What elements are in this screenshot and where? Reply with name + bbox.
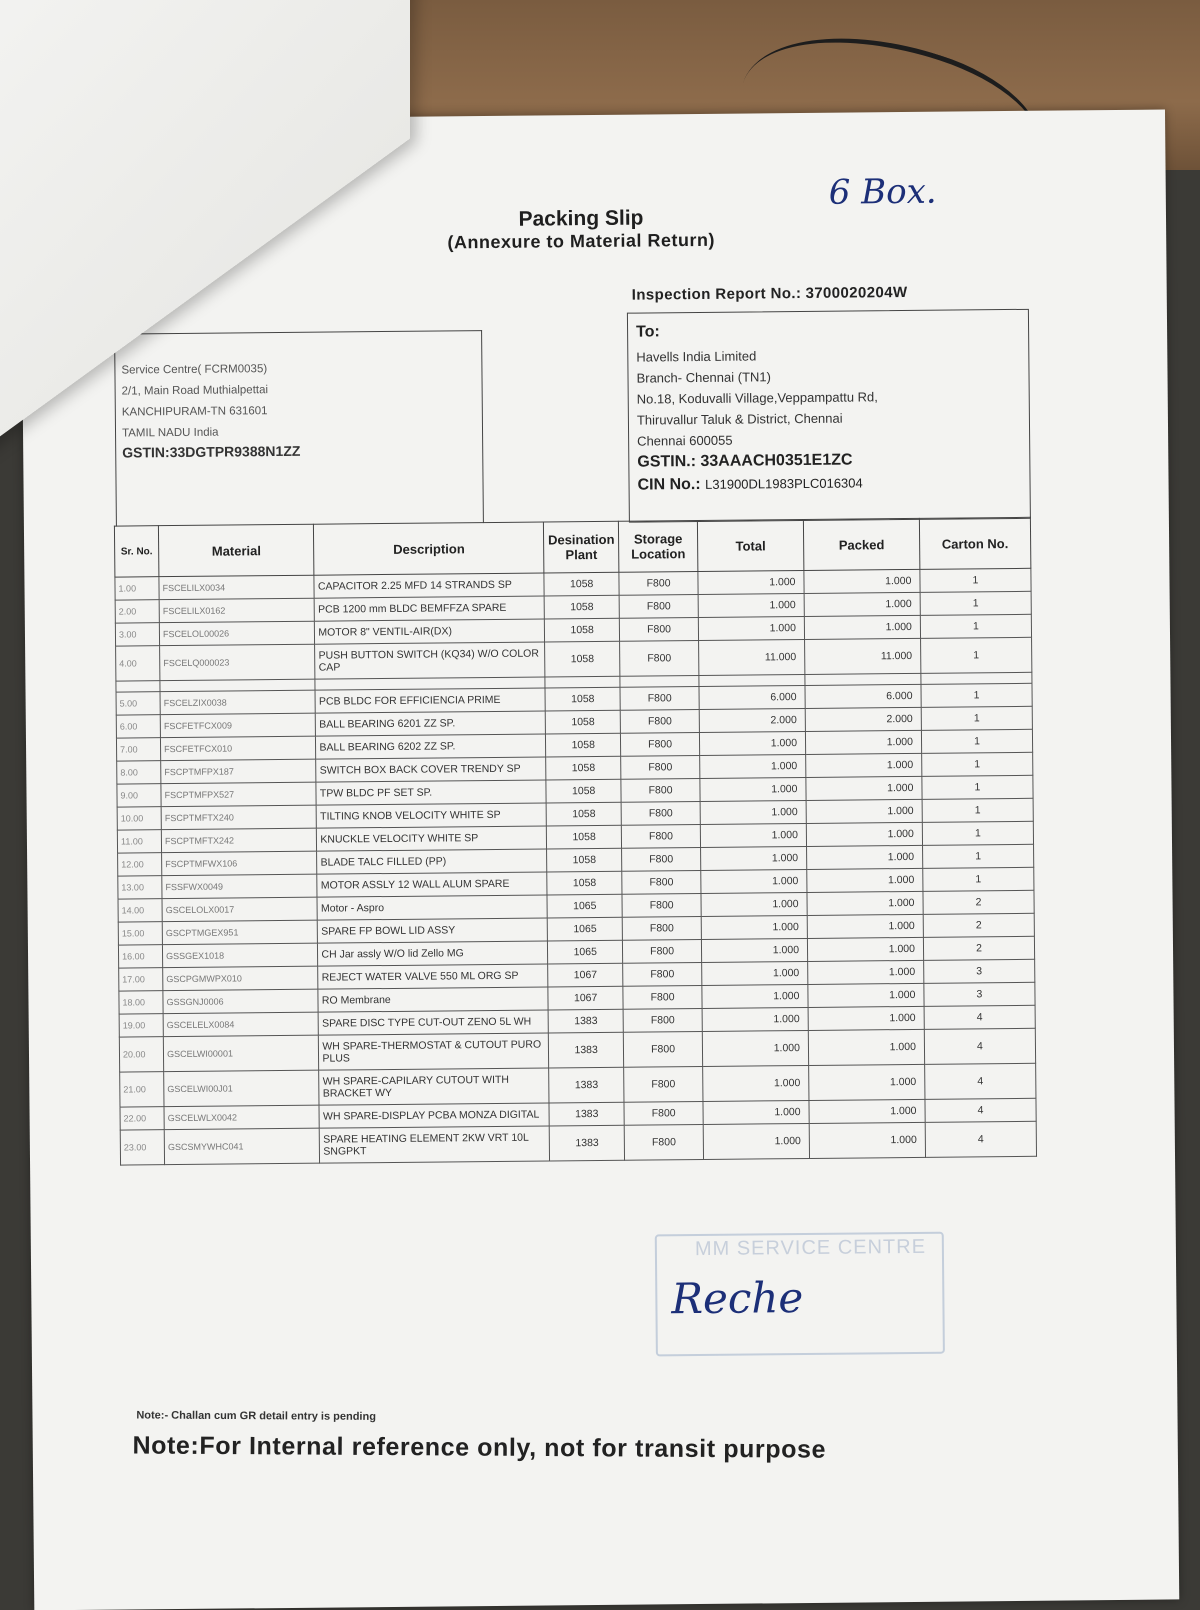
cell-total: 1.000	[700, 800, 806, 824]
cell-packed: 1.000	[805, 730, 921, 754]
document-subtitle: (Annexure to Material Return)	[447, 229, 716, 253]
cell-storage-location: F800	[621, 733, 700, 757]
cell-sr-no: 8.00	[117, 761, 161, 784]
from-line-1: Service Centre( FCRM0035)	[121, 363, 268, 377]
to-cin-label: CIN No.:	[637, 475, 701, 494]
cell-storage-location: F800	[624, 1101, 703, 1125]
cell-material: FSCPTMFTX242	[161, 828, 317, 852]
cell-plant: 1067	[548, 986, 623, 1010]
cell-sr-no: 3.00	[115, 623, 159, 646]
cell-total: 6.000	[699, 685, 805, 709]
header-material: Material	[158, 524, 314, 576]
header-packed: Packed	[803, 518, 919, 570]
cell-description: PCB 1200 mm BLDC BEMFFZA SPARE	[315, 596, 545, 621]
cell-material: FSSFWX0049	[162, 874, 318, 898]
cell-sr-no: 19.00	[119, 1014, 163, 1037]
description-line-1: PUSH BUTTON SWITCH (KQ34) W/O COLOR	[318, 647, 539, 662]
cell-storage-location: F800	[624, 1124, 703, 1160]
cell-packed: 1.000	[809, 1099, 925, 1123]
cell-sr-no: 23.00	[120, 1130, 164, 1165]
cell-sr-no: 15.00	[118, 922, 162, 945]
cell-storage-location: F800	[619, 595, 698, 619]
cell-material: GSSGNJ0006	[163, 989, 319, 1013]
cell-description: CAPACITOR 2.25 MFD 14 STRANDS SP	[314, 573, 544, 598]
cell-total: 1.000	[701, 869, 807, 893]
cell-description: KNUCKLE VELOCITY WHITE SP	[317, 826, 547, 851]
cell-material: FSCFETFCX009	[160, 713, 316, 737]
cell-packed: 1.000	[808, 960, 924, 984]
to-cin	[637, 474, 862, 494]
cell-storage-location: F800	[622, 847, 701, 871]
cell-material: GSCELELX0084	[163, 1012, 319, 1036]
cell-sr-no: 9.00	[117, 784, 161, 807]
cell-total: 1.000	[702, 961, 808, 985]
header-sr-no: Sr. No.	[114, 526, 159, 577]
cell-total: 1.000	[702, 1007, 808, 1031]
cell-sr-no: 5.00	[116, 692, 160, 715]
inspection-report	[632, 284, 908, 304]
cell-packed: 1.000	[804, 569, 920, 593]
cell-packed: 1.000	[804, 592, 920, 616]
cell-carton-no: 1	[921, 706, 1032, 730]
cell-plant: 1058	[546, 756, 621, 780]
cell-packed: 1.000	[806, 799, 922, 823]
cell-description: SWITCH BOX BACK COVER TRENDY SP	[316, 757, 546, 782]
cell-carton-no: 3	[924, 982, 1035, 1006]
cell-carton-no: 1	[922, 844, 1033, 868]
cell-total: 1.000	[702, 984, 808, 1008]
cell-material: FSCELOL00026	[159, 621, 315, 645]
cell-packed: 1.000	[807, 845, 923, 869]
cell-packed: 1.000	[807, 868, 923, 892]
description-line-2: SNGPKT	[323, 1145, 367, 1158]
cell-plant: 1067	[548, 963, 623, 987]
cell-sr-no: 14.00	[118, 899, 162, 922]
cell-carton-no: 1	[920, 568, 1031, 592]
cell-material: FSCPTMFWX106	[162, 851, 318, 875]
cell-packed: 1.000	[806, 822, 922, 846]
header-plant-line2: Plant	[565, 546, 598, 563]
description-line-1: WH SPARE-THERMOSTAT & CUTOUT PURO	[322, 1038, 542, 1053]
cell-storage-location: F800	[619, 618, 698, 642]
cell-sr-no: 1.00	[115, 577, 159, 600]
cell-total: 1.000	[701, 915, 807, 939]
cell-carton-no: 4	[925, 1063, 1036, 1099]
cell-storage-location: F800	[619, 572, 698, 596]
cell-carton-no: 1	[921, 683, 1032, 707]
cell-carton-no: 2	[923, 936, 1034, 960]
cell-material: GSCPTMGEX951	[162, 920, 318, 944]
cell-material: GSSGEX1018	[163, 943, 319, 967]
stamp-text: MM SERVICE CENTRE	[694, 1235, 927, 1261]
cell-material: GSCELOLX0017	[162, 897, 318, 921]
cell-material: FSCELILX0034	[159, 575, 315, 599]
cell-sr-no: 13.00	[118, 876, 162, 899]
cell-description: CH Jar assly W/O lid Zello MG	[318, 941, 548, 966]
cell-carton-no: 2	[923, 913, 1034, 937]
cell-carton-no: 1	[922, 798, 1033, 822]
pending-note: Note:- Challan cum GR detail entry is pending	[136, 1409, 376, 1423]
cell-plant: 1065	[547, 894, 622, 918]
cell-description: PCB BLDC FOR EFFICIENCIA PRIME	[315, 688, 545, 713]
cell-plant: 1065	[548, 940, 623, 964]
cell-material: FSCPTMFTX240	[161, 805, 317, 829]
cell-carton-no: 1	[922, 821, 1033, 845]
cell-sr-no: 22.00	[120, 1107, 164, 1130]
cell-plant: 1058	[545, 710, 620, 734]
spacer-cell	[116, 681, 160, 692]
cell-material: GSCSMYWHC041	[164, 1128, 320, 1164]
cell-carton-no: 1	[920, 614, 1031, 638]
cell-carton-no: 1	[922, 775, 1033, 799]
cell-total: 1.000	[700, 823, 806, 847]
cell-total: 1.000	[698, 593, 804, 617]
cell-total: 2.000	[699, 708, 805, 732]
cell-material: FSCELQ000023	[160, 644, 316, 680]
cell-description	[319, 1068, 549, 1105]
cell-plant: 1383	[549, 1032, 624, 1068]
cell-total: 1.000	[703, 1100, 809, 1124]
cell-description: RO Membrane	[318, 987, 548, 1012]
cell-sr-no: 4.00	[116, 646, 160, 681]
from-line-3: KANCHIPURAM-TN 631601	[121, 405, 268, 419]
inspection-report-number: 3700020204W	[805, 283, 908, 302]
cell-storage-location: F800	[621, 824, 700, 848]
header-total: Total	[697, 519, 803, 571]
signature: Reche	[671, 1273, 804, 1324]
to-line-4: Thiruvallur Taluk & District, Chennai	[636, 410, 843, 428]
cell-material: FSCPTMFPX187	[161, 759, 317, 783]
cell-description: TILTING KNOB VELOCITY WHITE SP	[317, 803, 547, 828]
cell-plant: 1383	[549, 1102, 624, 1126]
description-line-1: SPARE HEATING ELEMENT 2KW VRT 10L	[323, 1131, 529, 1146]
cell-packed: 6.000	[805, 684, 921, 708]
from-gstin: GSTIN:33DGTPR9388N1ZZ	[122, 442, 301, 461]
cell-description: MOTOR ASSLY 12 WALL ALUM SPARE	[317, 872, 547, 897]
cell-plant: 1058	[547, 871, 622, 895]
cell-material: GSCPGMWPX010	[163, 966, 319, 990]
cell-storage-location: F800	[620, 687, 699, 711]
cell-description: REJECT WATER VALVE 550 ML ORG SP	[318, 964, 548, 989]
cell-material: FSCELZIX0038	[160, 690, 316, 714]
cell-storage-location: F800	[624, 1066, 703, 1102]
table-row	[120, 1121, 1036, 1165]
header-plant	[544, 521, 619, 573]
cell-sr-no: 16.00	[118, 945, 162, 968]
cell-material: GSCELWI00001	[163, 1035, 319, 1071]
cell-description: Motor - Aspro	[317, 895, 547, 920]
cell-storage-location: F800	[621, 801, 700, 825]
cell-packed: 1.000	[808, 1006, 924, 1030]
cell-plant: 1058	[545, 641, 620, 677]
cell-carton-no: 4	[925, 1098, 1036, 1122]
cell-description: TPW BLDC PF SET SP.	[316, 780, 546, 805]
cell-plant: 1058	[545, 618, 620, 642]
cell-description: WH SPARE-DISPLAY PCBA MONZA DIGITAL	[319, 1103, 549, 1128]
description-line-2: CAP	[318, 661, 341, 674]
header-carton-no: Carton No.	[919, 517, 1031, 569]
cell-packed: 1.000	[807, 937, 923, 961]
cell-packed: 2.000	[805, 707, 921, 731]
cell-description: BALL BEARING 6201 ZZ SP.	[316, 711, 546, 736]
cell-plant: 1058	[545, 687, 620, 711]
cell-total: 1.000	[700, 777, 806, 801]
cell-carton-no: 1	[923, 867, 1034, 891]
cell-packed: 1.000	[804, 615, 920, 639]
cell-packed: 1.000	[806, 776, 922, 800]
cell-total: 1.000	[703, 1065, 809, 1101]
cell-storage-location: F800	[622, 916, 701, 940]
spacer-cell	[545, 676, 620, 688]
from-line-2: 2/1, Main Road Muthialpettai	[121, 384, 269, 398]
from-line-4: TAMIL NADU India	[121, 426, 219, 440]
cell-total: 1.000	[701, 938, 807, 962]
cell-storage-location: F800	[622, 893, 701, 917]
cell-storage-location: F800	[621, 778, 700, 802]
cell-sr-no: 2.00	[115, 600, 159, 623]
cell-description: MOTOR 8" VENTIL-AIR(DX)	[315, 619, 545, 644]
cell-plant: 1058	[546, 802, 621, 826]
document-title-block	[421, 206, 741, 254]
cell-total: 1.000	[698, 616, 804, 640]
cell-total: 1.000	[701, 892, 807, 916]
description-line-2: BRACKET WY	[322, 1086, 393, 1100]
cell-plant: 1058	[547, 825, 622, 849]
cell-carton-no: 1	[921, 729, 1032, 753]
cell-packed: 1.000	[808, 983, 924, 1007]
cell-carton-no: 4	[924, 1028, 1035, 1064]
cell-carton-no: 2	[923, 890, 1034, 914]
to-cin-value: L31900DL1983PLC016304	[705, 475, 863, 492]
cell-packed: 11.000	[805, 638, 921, 674]
cell-total: 1.000	[702, 1030, 808, 1066]
cell-description: BALL BEARING 6202 ZZ SP.	[316, 734, 546, 759]
cell-plant: 1058	[544, 572, 619, 596]
cell-packed: 1.000	[809, 1064, 925, 1100]
cell-storage-location: F800	[620, 641, 699, 677]
header-storage-line2: Location	[631, 546, 686, 562]
spacer-cell	[620, 676, 699, 688]
description-line-1: WH SPARE-CAPILARY CUTOUT WITH	[322, 1073, 510, 1088]
cell-sr-no: 6.00	[116, 715, 160, 738]
inspection-report-label: Inspection Report No.:	[631, 285, 802, 304]
cell-carton-no: 4	[925, 1121, 1036, 1157]
header-plant-line1: Desination	[547, 531, 615, 548]
to-line-3: No.18, Koduvalli Village,Veppampattu Rd,	[636, 389, 878, 407]
header-storage-line1: Storage	[633, 531, 683, 547]
cell-packed: 1.000	[807, 914, 923, 938]
to-line-2: Branch- Chennai (TN1)	[636, 369, 771, 386]
cell-description: SPARE FP BOWL LID ASSY	[318, 918, 548, 943]
cell-plant: 1058	[546, 779, 621, 803]
handwritten-box-count: 6 Box.	[828, 171, 937, 213]
cell-sr-no: 7.00	[116, 738, 160, 761]
cell-material: FSCFETFCX010	[161, 736, 317, 760]
table-header-row	[114, 517, 1030, 577]
cell-plant: 1383	[549, 1125, 624, 1161]
header-description: Description	[314, 522, 544, 575]
cell-description	[319, 1033, 549, 1070]
cell-description	[320, 1126, 550, 1163]
to-gstin: GSTIN.: 33AAACH0351E1ZC	[637, 451, 853, 471]
cell-material: GSCELWLX0042	[164, 1105, 320, 1129]
cell-carton-no: 1	[920, 637, 1031, 673]
table-body	[115, 568, 1037, 1165]
cell-storage-location: F800	[621, 756, 700, 780]
cell-storage-location: F800	[620, 710, 699, 734]
from-address-box	[114, 330, 484, 527]
cell-storage-location: F800	[623, 985, 702, 1009]
cell-packed: 1.000	[809, 1122, 925, 1158]
cell-sr-no: 10.00	[117, 807, 161, 830]
cell-sr-no: 11.00	[117, 830, 161, 853]
packing-items-table	[114, 517, 1037, 1166]
cell-material: GSCELWI00J01	[164, 1070, 320, 1106]
cell-carton-no: 1	[922, 752, 1033, 776]
cell-packed: 1.000	[808, 1029, 924, 1065]
cell-total: 1.000	[699, 731, 805, 755]
cell-total: 1.000	[698, 570, 804, 594]
cell-packed: 1.000	[807, 891, 923, 915]
cell-storage-location: F800	[623, 1031, 702, 1067]
cell-total: 1.000	[701, 846, 807, 870]
to-line-1: Havells India Limited	[636, 348, 757, 365]
cell-sr-no: 18.00	[119, 991, 163, 1014]
to-address-box	[627, 309, 1031, 523]
cell-description	[315, 642, 545, 679]
cell-sr-no: 20.00	[119, 1037, 163, 1072]
cell-total: 1.000	[700, 754, 806, 778]
cell-plant: 1383	[549, 1067, 624, 1103]
cell-plant: 1065	[547, 917, 622, 941]
to-label: To:	[636, 323, 660, 341]
cell-description: BLADE TALC FILLED (PP)	[317, 849, 547, 874]
cell-plant: 1058	[544, 595, 619, 619]
cell-packed: 1.000	[806, 753, 922, 777]
cell-storage-location: F800	[622, 870, 701, 894]
cell-sr-no: 17.00	[119, 968, 163, 991]
cell-plant: 1058	[547, 848, 622, 872]
cell-total: 11.000	[699, 639, 805, 675]
cell-carton-no: 3	[924, 959, 1035, 983]
cell-sr-no: 12.00	[118, 853, 162, 876]
cell-storage-location: F800	[623, 962, 702, 986]
cell-plant: 1383	[548, 1009, 623, 1033]
cell-carton-no: 4	[924, 1005, 1035, 1029]
cell-material: FSCPTMFPX527	[161, 782, 317, 806]
cell-storage-location: F800	[623, 939, 702, 963]
cell-material: FSCELILX0162	[159, 598, 315, 622]
cell-carton-no: 1	[920, 591, 1031, 615]
packing-slip-page	[20, 110, 1179, 1610]
document-title: Packing Slip	[518, 206, 644, 231]
internal-reference-note: Note:For Internal reference only, not for transit purpose	[132, 1431, 827, 1464]
header-storage	[619, 521, 698, 573]
cell-storage-location: F800	[623, 1008, 702, 1032]
cell-plant: 1058	[546, 733, 621, 757]
cell-sr-no: 21.00	[120, 1072, 164, 1107]
cell-description: SPARE DISC TYPE CUT-OUT ZENO 5L WH	[319, 1010, 549, 1035]
description-line-2: PLUS	[322, 1052, 350, 1065]
cell-total: 1.000	[703, 1123, 809, 1159]
to-line-5: Chennai 600055	[637, 432, 733, 449]
